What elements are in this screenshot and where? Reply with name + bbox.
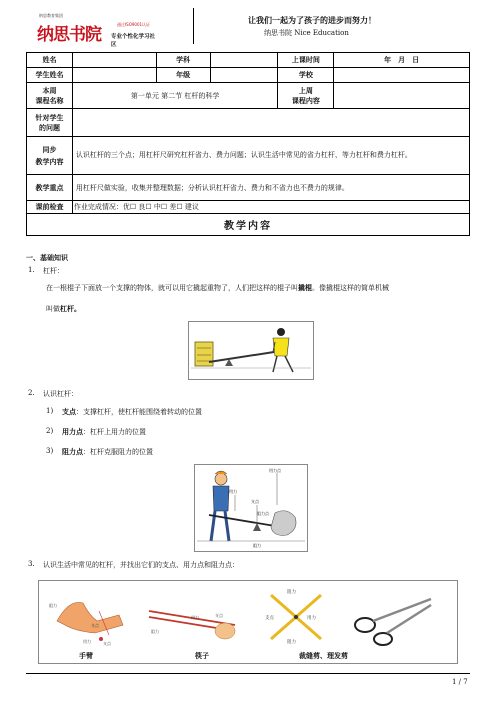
student-name-field — [72, 68, 156, 83]
figure-lever-points — [194, 464, 308, 552]
content-title: 教学内容 — [27, 214, 470, 236]
fig3-arm-resistance-label: 阻力 — [49, 603, 57, 608]
motto: 让我们一起为了孩子的进步而努力！ — [248, 15, 376, 25]
caption-scissors: 裁缝剪、理发剪 — [299, 651, 348, 660]
caption-chopsticks: 筷子 — [195, 651, 209, 660]
targeted-problems-label: 针对学生 的问题 — [27, 109, 73, 137]
grade-label: 年级 — [156, 68, 210, 83]
sub1-number: 1) — [46, 407, 54, 415]
lesson-info-table — [26, 52, 470, 236]
fig2-label-resistance: 阻力 — [253, 543, 261, 548]
item1-text-b: 。像撬棍这样的简单机械 — [312, 284, 389, 292]
fig3-scissors-resistance-label-2: 阻力 — [287, 640, 296, 645]
school-field — [334, 68, 470, 83]
fig3-scissors-resistance-label-1: 阻力 — [287, 590, 296, 595]
item3-number: 3. — [28, 560, 35, 568]
item1-paragraph-line2 — [46, 304, 81, 314]
check-value: 作业完成情况：优☐ 良☐ 中☐ 差☐ 建议 — [72, 201, 469, 214]
page-number: 1 / 7 — [452, 678, 468, 686]
section-heading: 一、基础知识 — [26, 254, 68, 262]
figure-pry-bar — [188, 321, 314, 380]
term-lever: 杠杆。 — [60, 304, 81, 313]
sync-content-value: 认识杠杆的三个点；用杠杆尺研究杠杆省力、费力问题；认识生活中常见的省力杠杆、等力杠杆和费力杠杆。 — [72, 137, 469, 175]
name-label: 姓名 — [27, 53, 73, 68]
fig2-label-effort: 用力 — [229, 489, 237, 494]
logo-cert-text: 通过ISO9001认证 — [117, 22, 151, 27]
item1-text-a: 在一根棍子下面放一个支撑的物体，就可以用它撬起重物了，人们把这样的棍子叫 — [46, 284, 298, 292]
class-time-label: 上课时间 — [278, 53, 334, 68]
logo — [33, 12, 155, 48]
subject-label: 学科 — [156, 53, 210, 68]
fig3-chopsticks-fulcrum-label: 支点 — [215, 613, 223, 618]
sub2-text: ：杠杆上用力的位置 — [83, 428, 146, 436]
course-this-week-value: 第一单元 第二节 杠杆的科学 — [72, 83, 278, 109]
item1-title: 杠杆： — [43, 267, 64, 275]
fig3-scissors-effort-label: 用力 — [307, 616, 316, 621]
caption-arm: 手臂 — [79, 651, 93, 660]
sub1-text: ：支撑杠杆，使杠杆能围绕着转动的位置 — [76, 408, 202, 416]
sub2-line — [62, 427, 146, 437]
sub2-number: 2) — [46, 427, 54, 435]
key-points-value: 用杠杆尺做实验，收集并整理数据；分析认识杠杆省力、费力和不省力也不费力的规律。 — [72, 175, 469, 201]
logo-small-text: 纳思教育集团 — [39, 13, 63, 18]
sync-content-label: 同步 教学内容 — [27, 137, 73, 175]
key-points-label: 教学重点 — [27, 175, 73, 201]
fig3-chopsticks-resistance-label: 阻力 — [151, 629, 159, 634]
fig3-chopsticks-effort-label: 用力 — [191, 615, 199, 620]
student-name-label: 学生姓名 — [27, 68, 73, 83]
term-resistance-point: 阻力点 — [62, 447, 83, 456]
item1-number: 1. — [28, 266, 35, 274]
fig3-scissors-fulcrum-label: 支点 — [265, 616, 274, 621]
item2-number: 2. — [28, 389, 35, 397]
logo-main-text: 纳思书院 — [37, 25, 101, 45]
subject-field — [210, 53, 278, 68]
fig2-label-fulcrum: 支点 — [251, 499, 259, 504]
org-name: 纳思书院 Nice Education — [264, 29, 349, 37]
term-pry-bar: 撬棍 — [298, 283, 312, 292]
fig2-label-resistance-point: 阻力点 — [257, 511, 269, 516]
course-this-week-label: 本周 课程名称 — [27, 83, 73, 109]
last-week-label: 上周 课程内容 — [278, 83, 334, 109]
last-week-value — [334, 83, 470, 109]
footer-divider — [26, 673, 470, 674]
targeted-problems-value — [72, 109, 469, 137]
sub3-line — [62, 447, 153, 457]
fig3-arm-fulcrum-label-1: 支点 — [91, 623, 99, 628]
sub3-text: ：杠杆克服阻力的位置 — [83, 448, 153, 456]
check-label: 课前检查 — [27, 201, 73, 214]
sub3-number: 3) — [46, 447, 54, 455]
date-value: 年 月 日 — [334, 53, 470, 68]
fig3-arm-fulcrum-label-2: 支点 — [103, 641, 111, 646]
fig3-arm-effort-label: 用力 — [83, 639, 91, 644]
item2-title: 认识杠杆： — [43, 390, 78, 398]
figure-everyday-levers — [38, 580, 458, 664]
logo-slogan-text: 专业个性化学习社区 — [111, 34, 156, 48]
term-fulcrum: 支点 — [62, 407, 76, 416]
sub1-line — [62, 407, 202, 417]
header-divider — [193, 8, 194, 44]
item1-text-c: 叫做 — [46, 305, 60, 313]
grade-field — [210, 68, 278, 83]
term-effort-point: 用力点 — [62, 427, 83, 436]
fig2-label-effort-point: 用力点 — [269, 468, 281, 473]
school-label: 学校 — [278, 68, 334, 83]
name-field — [72, 53, 156, 68]
item1-paragraph-line1 — [46, 283, 389, 293]
item3-title: 认识生活中常见的杠杆，并找出它们的支点、用力点和阻力点： — [43, 561, 239, 569]
